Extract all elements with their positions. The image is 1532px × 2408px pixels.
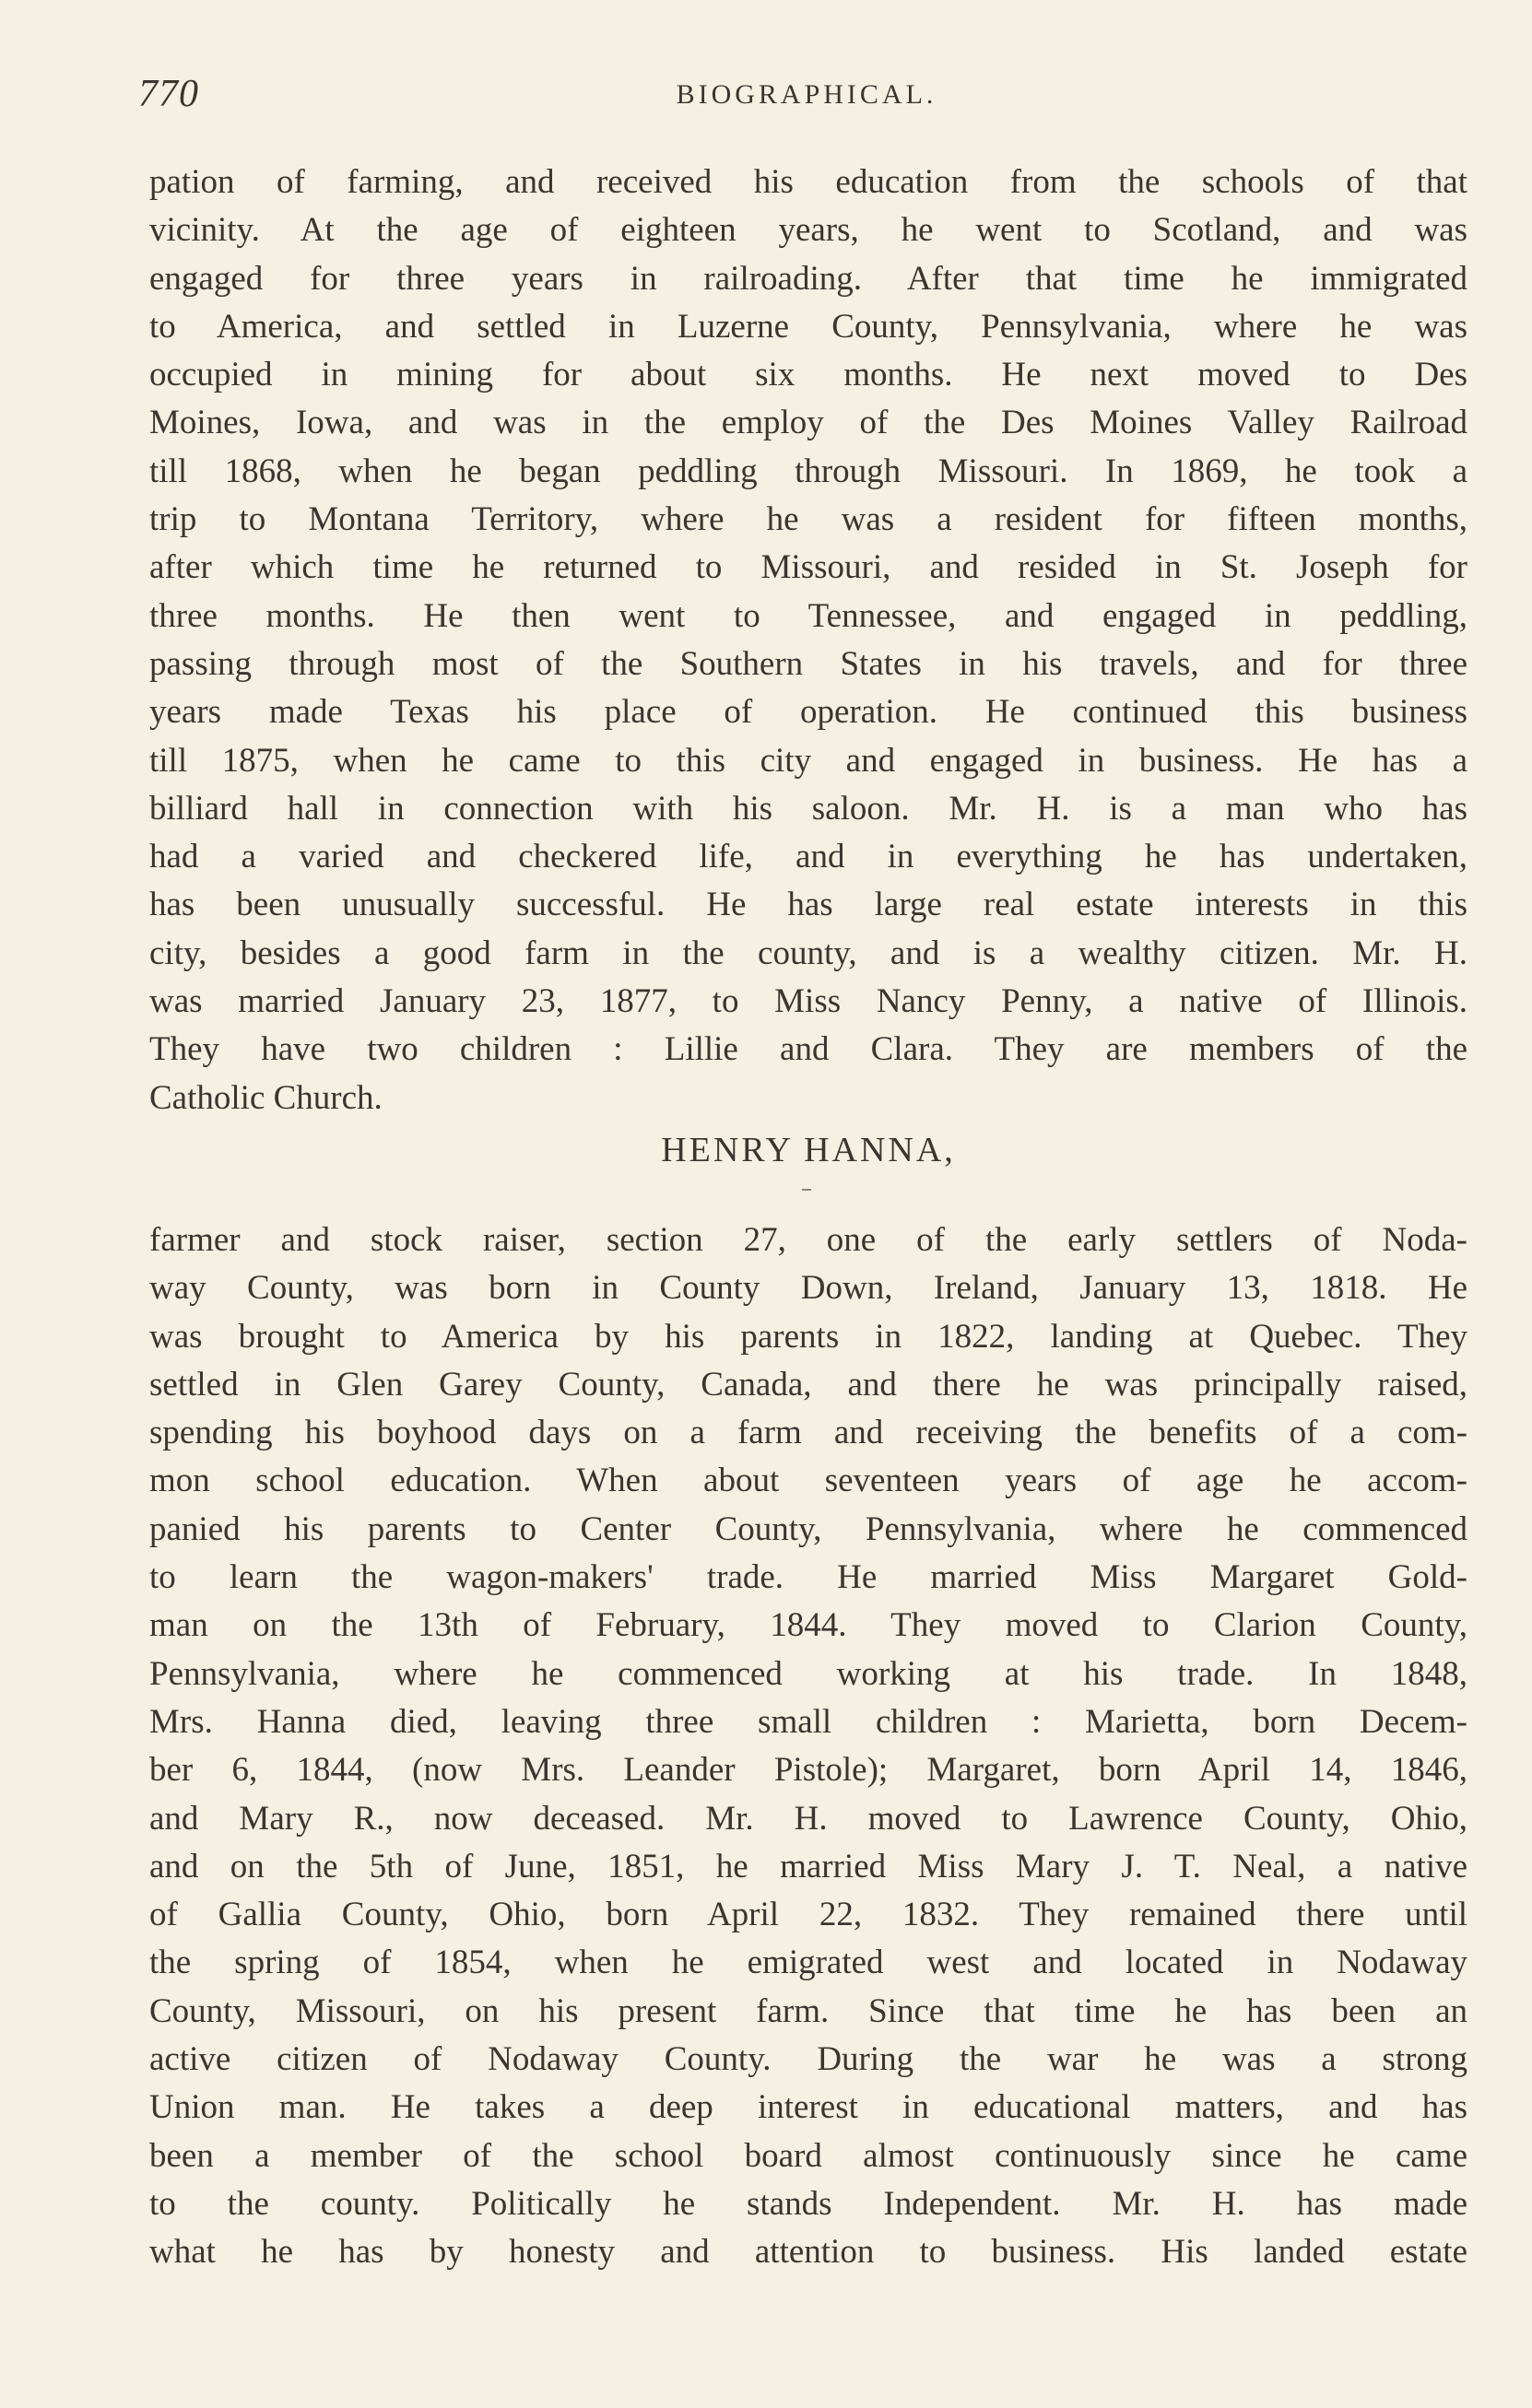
text-line: billiard hall in connection with his saloon. Mr. H. is a man who has — [149, 789, 1467, 828]
text-line: spending his boyhood days on a farm and receiving the benefits of a com- — [149, 1414, 1467, 1452]
text-line: has been unusually successful. He has large real estate interests in this — [149, 886, 1467, 924]
text-line: They have two children : Lillie and Clara. They are members of the — [149, 1030, 1467, 1069]
text-line: trip to Montana Territory, where he was a resident for fifteen months, — [149, 500, 1467, 539]
text-line: man on the 13th of February, 1844. They moved to Clarion County, — [149, 1606, 1467, 1645]
henry-hanna-biography-text — [149, 1216, 1467, 2277]
text-line: the spring of 1854, when he emigrated west and located in Nodaway — [149, 1944, 1467, 1982]
text-line: County, Missouri, on his present farm. Since that time he has been an — [149, 1991, 1467, 2030]
text-line: years made Texas his place of operation. He continued this business — [149, 693, 1467, 732]
text-line: had a varied and checkered life, and in everything he has undertaken, — [149, 838, 1467, 876]
section-heading-henry-hanna: HENRY HANNA, — [661, 1131, 956, 1169]
text-line: Union man. He takes a deep interest in educational matters, and has — [149, 2088, 1467, 2127]
text-line: Catholic Church. — [149, 1078, 383, 1117]
text-line: to America, and settled in Luzerne County, Pennsylvania, where he was — [149, 307, 1467, 346]
text-line: pation of farming, and received his education from the schools of that — [149, 163, 1467, 201]
text-line: till 1875, when he came to this city and engaged in business. He has a — [149, 741, 1467, 780]
text-line: was married January 23, 1877, to Miss Nancy Penny, a native of Illinois. — [149, 982, 1467, 1021]
text-line: Pennsylvania, where he commenced working at his trade. In 1848, — [149, 1654, 1467, 1693]
text-line: ber 6, 1844, (now Mrs. Leander Pistole); Margaret, born April 14, 1846, — [149, 1751, 1467, 1790]
text-line: farmer and stock raiser, section 27, one of the early settlers of Noda- — [149, 1221, 1467, 1259]
text-line: Moines, Iowa, and was in the employ of the Des Moines Valley Railroad — [149, 404, 1467, 442]
continued-biography-text — [149, 159, 1467, 1122]
text-line: Mrs. Hanna died, leaving three small children : Marietta, born Decem- — [149, 1702, 1467, 1741]
text-line: till 1868, when he began peddling through Missouri. In 1869, he took a — [149, 452, 1467, 490]
heading-divider — [802, 1189, 811, 1191]
text-line: way County, was born in County Down, Ireland, January 13, 1818. He — [149, 1269, 1467, 1308]
text-line: city, besides a good farm in the county, and is a wealthy citizen. Mr. H. — [149, 934, 1467, 972]
text-line: and Mary R., now deceased. Mr. H. moved to Lawrence County, Ohio, — [149, 1799, 1467, 1838]
text-line: been a member of the school board almost continuously since he came — [149, 2136, 1467, 2175]
text-line: to learn the wagon-makers' trade. He married Miss Margaret Gold- — [149, 1558, 1467, 1597]
text-line: and on the 5th of June, 1851, he married Miss Mary J. T. Neal, a native — [149, 1847, 1467, 1885]
text-line: was brought to America by his parents in 1822, landing at Quebec. They — [149, 1317, 1467, 1356]
text-line: vicinity. At the age of eighteen years, he went to Scotland, and was — [149, 211, 1467, 250]
text-line: mon school education. When about seventeen years of age he accom- — [149, 1462, 1467, 1500]
text-line: active citizen of Nodaway County. During the war he was a strong — [149, 2040, 1467, 2079]
page-number: 770 — [138, 73, 199, 115]
text-line: three months. He then went to Tennessee, and engaged in peddling, — [149, 596, 1467, 635]
text-line: occupied in mining for about six months. He next moved to Des — [149, 356, 1467, 394]
text-line: after which time he returned to Missouri, and resided in St. Joseph for — [149, 548, 1467, 587]
text-line: passing through most of the Southern States in his travels, and for three — [149, 644, 1467, 683]
page-header — [138, 72, 1475, 127]
running-head: BIOGRAPHICAL. — [676, 79, 937, 110]
text-line: of Gallia County, Ohio, born April 22, 1832. They remained there until — [149, 1896, 1467, 1934]
text-line: engaged for three years in railroading. After that time he immigrated — [149, 259, 1467, 298]
text-line: panied his parents to Center County, Pennsylvania, where he commenced — [149, 1509, 1467, 1548]
text-line: what he has by honesty and attention to business. His landed estate — [149, 2233, 1467, 2272]
text-line: to the county. Politically he stands Independent. Mr. H. has made — [149, 2184, 1467, 2223]
text-line: settled in Glen Garey County, Canada, and there he was principally raised, — [149, 1365, 1467, 1404]
